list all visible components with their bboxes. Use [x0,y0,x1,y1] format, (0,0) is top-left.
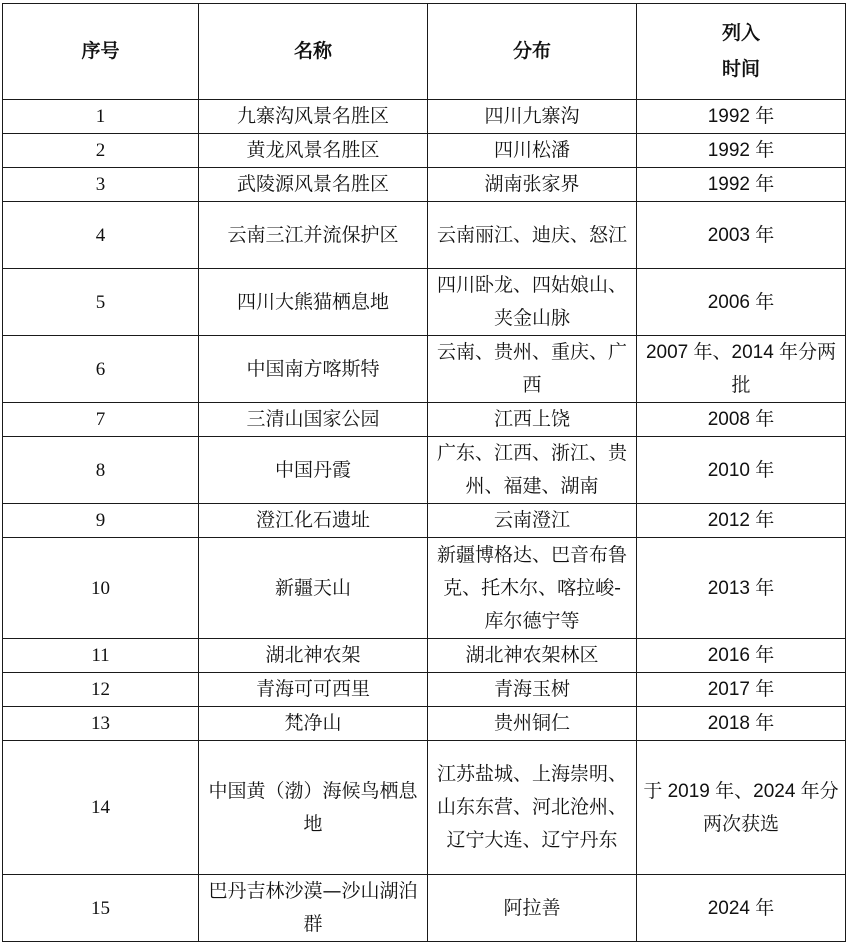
row-year: 2018 年 [637,707,846,741]
table-row [3,269,846,336]
header-listed-time [637,4,846,100]
row-year: 2016 年 [637,639,846,673]
row-distribution: 四川松潘 [428,134,637,168]
table-row [3,134,846,168]
row-number: 10 [3,538,199,639]
row-number: 15 [3,875,199,942]
row-number: 5 [3,269,199,336]
header-listed-line1: 列入 [721,22,760,44]
row-name: 巴丹吉林沙漠—沙山湖泊群 [199,875,428,942]
heritage-table [2,3,846,942]
header-name: 名称 [199,4,428,100]
row-year: 2024 年 [637,875,846,942]
row-distribution: 湖南张家界 [428,168,637,202]
table-row [3,639,846,673]
row-year: 1992 年 [637,134,846,168]
row-name: 武陵源风景名胜区 [199,168,428,202]
header-index: 序号 [3,4,199,100]
row-number: 6 [3,336,199,403]
row-distribution: 新疆博格达、巴音布鲁克、托木尔、喀拉峻-库尔德宁等 [428,538,637,639]
table-row [3,875,846,942]
row-distribution: 湖北神农架林区 [428,639,637,673]
row-number: 3 [3,168,199,202]
row-year: 1992 年 [637,100,846,134]
row-number: 14 [3,741,199,875]
table-row [3,504,846,538]
row-distribution: 广东、江西、浙江、贵州、福建、湖南 [428,437,637,504]
row-distribution: 贵州铜仁 [428,707,637,741]
table-row [3,100,846,134]
table-row [3,538,846,639]
row-distribution: 阿拉善 [428,875,637,942]
row-distribution: 江苏盐城、上海崇明、山东东营、河北沧州、辽宁大连、辽宁丹东 [428,741,637,875]
table-row [3,673,846,707]
row-distribution: 四川卧龙、四姑娘山、夹金山脉 [428,269,637,336]
row-number: 8 [3,437,199,504]
row-distribution: 云南澄江 [428,504,637,538]
row-distribution: 云南、贵州、重庆、广西 [428,336,637,403]
row-distribution: 江西上饶 [428,403,637,437]
row-year: 2017 年 [637,673,846,707]
row-name: 云南三江并流保护区 [199,202,428,269]
table-row [3,741,846,875]
row-name: 中国黄（渤）海候鸟栖息地 [199,741,428,875]
row-year: 1992 年 [637,168,846,202]
row-name: 四川大熊猫栖息地 [199,269,428,336]
table-row [3,168,846,202]
header-row [3,4,846,100]
table-row [3,707,846,741]
row-year: 2008 年 [637,403,846,437]
row-name: 中国丹霞 [199,437,428,504]
table-row [3,336,846,403]
row-distribution: 云南丽江、迪庆、怒江 [428,202,637,269]
row-year: 2013 年 [637,538,846,639]
row-year: 2006 年 [637,269,846,336]
row-year: 于 2019 年、2024 年分两次获选 [637,741,846,875]
row-name: 三清山国家公园 [199,403,428,437]
row-year: 2003 年 [637,202,846,269]
row-name: 梵净山 [199,707,428,741]
row-distribution: 四川九寨沟 [428,100,637,134]
row-name: 湖北神农架 [199,639,428,673]
row-number: 4 [3,202,199,269]
row-number: 13 [3,707,199,741]
row-number: 1 [3,100,199,134]
row-name: 新疆天山 [199,538,428,639]
row-distribution: 青海玉树 [428,673,637,707]
row-name: 黄龙风景名胜区 [199,134,428,168]
row-name: 中国南方喀斯特 [199,336,428,403]
row-year: 2010 年 [637,437,846,504]
header-distribution: 分布 [428,4,637,100]
row-number: 2 [3,134,199,168]
row-number: 11 [3,639,199,673]
table-row [3,202,846,269]
header-listed-line2: 时间 [721,58,760,80]
row-year: 2012 年 [637,504,846,538]
row-number: 7 [3,403,199,437]
row-year: 2007 年、2014 年分两批 [637,336,846,403]
row-name: 澄江化石遗址 [199,504,428,538]
table-row [3,403,846,437]
row-name: 九寨沟风景名胜区 [199,100,428,134]
row-name: 青海可可西里 [199,673,428,707]
table-row [3,437,846,504]
row-number: 12 [3,673,199,707]
row-number: 9 [3,504,199,538]
